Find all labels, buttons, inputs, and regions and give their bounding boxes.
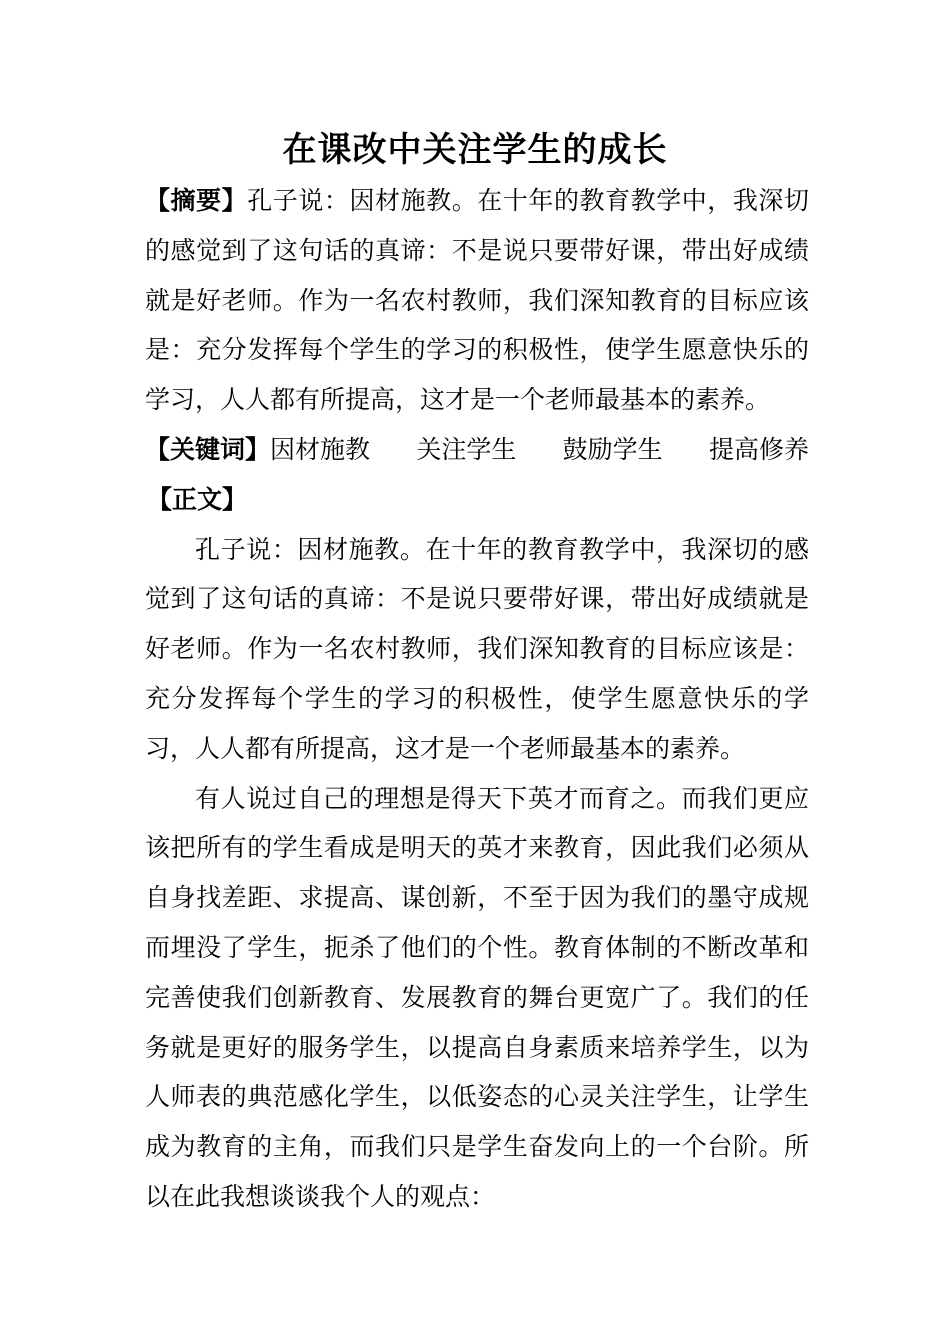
abstract-label: 【摘要】 (145, 186, 248, 215)
body-paragraph: 孔子说：因材施教。在十年的教育教学中，我深切的感觉到了这句话的真谛：不是说只要带好课，带出好成绩就是好老师。作为一名农村教师，我们深知教育的目标应该是：充分发挥每个学生的学习的积极性，使学生愿意快乐的学习，人人都有所提高，这才是一个老师最基本的素养。 (145, 534, 809, 763)
keywords-label: 【关键词】 (145, 434, 271, 464)
abstract-text: 孔子说：因材施教。在十年的教育教学中，我深切的感觉到了这句话的真谛：不是说只要带好课，带出好成绩就是好老师。作为一名农村教师，我们深知教育的目标应该是：充分发挥每个学生的学习的积极性，使学生愿意快乐的学习，人人都有所提高，这才是一个老师最基本的素养。 (145, 186, 809, 415)
keyword-item: 鼓励学生 (562, 434, 663, 464)
document-content (145, 176, 809, 1222)
keyword-item: 关注学生 (416, 434, 517, 464)
body-section-heading (145, 475, 809, 525)
keyword-item: 因材施教 (270, 434, 371, 464)
body-label: 【正文】 (147, 484, 248, 514)
abstract-paragraph (145, 176, 809, 425)
body-paragraph: 有人说过自己的理想是得天下英才而育之。而我们更应该把所有的学生看成是明天的英才来教育，因此我们必须从自身找差距、求提高、谋创新，不至于因为我们的墨守成规而埋没了学生，扼杀了他们的个性。教育体制的不断改革和完善使我们创新教育、发展教育的舞台更宽广了。我们的任务就是更好的服务学生，以提高自身素质来培养学生，以为人师表的典范感化学生，以低姿态的心灵关注学生，让学生成为教育的主角，而我们只是学生奋发向上的一个台阶。所以在此我想谈谈我个人的观点： (145, 783, 809, 1211)
keyword-item: 提高修养 (708, 434, 809, 464)
keywords-group (145, 425, 370, 475)
document-title: 在课改中关注学生的成长 (282, 130, 668, 170)
keywords-line (145, 425, 809, 475)
